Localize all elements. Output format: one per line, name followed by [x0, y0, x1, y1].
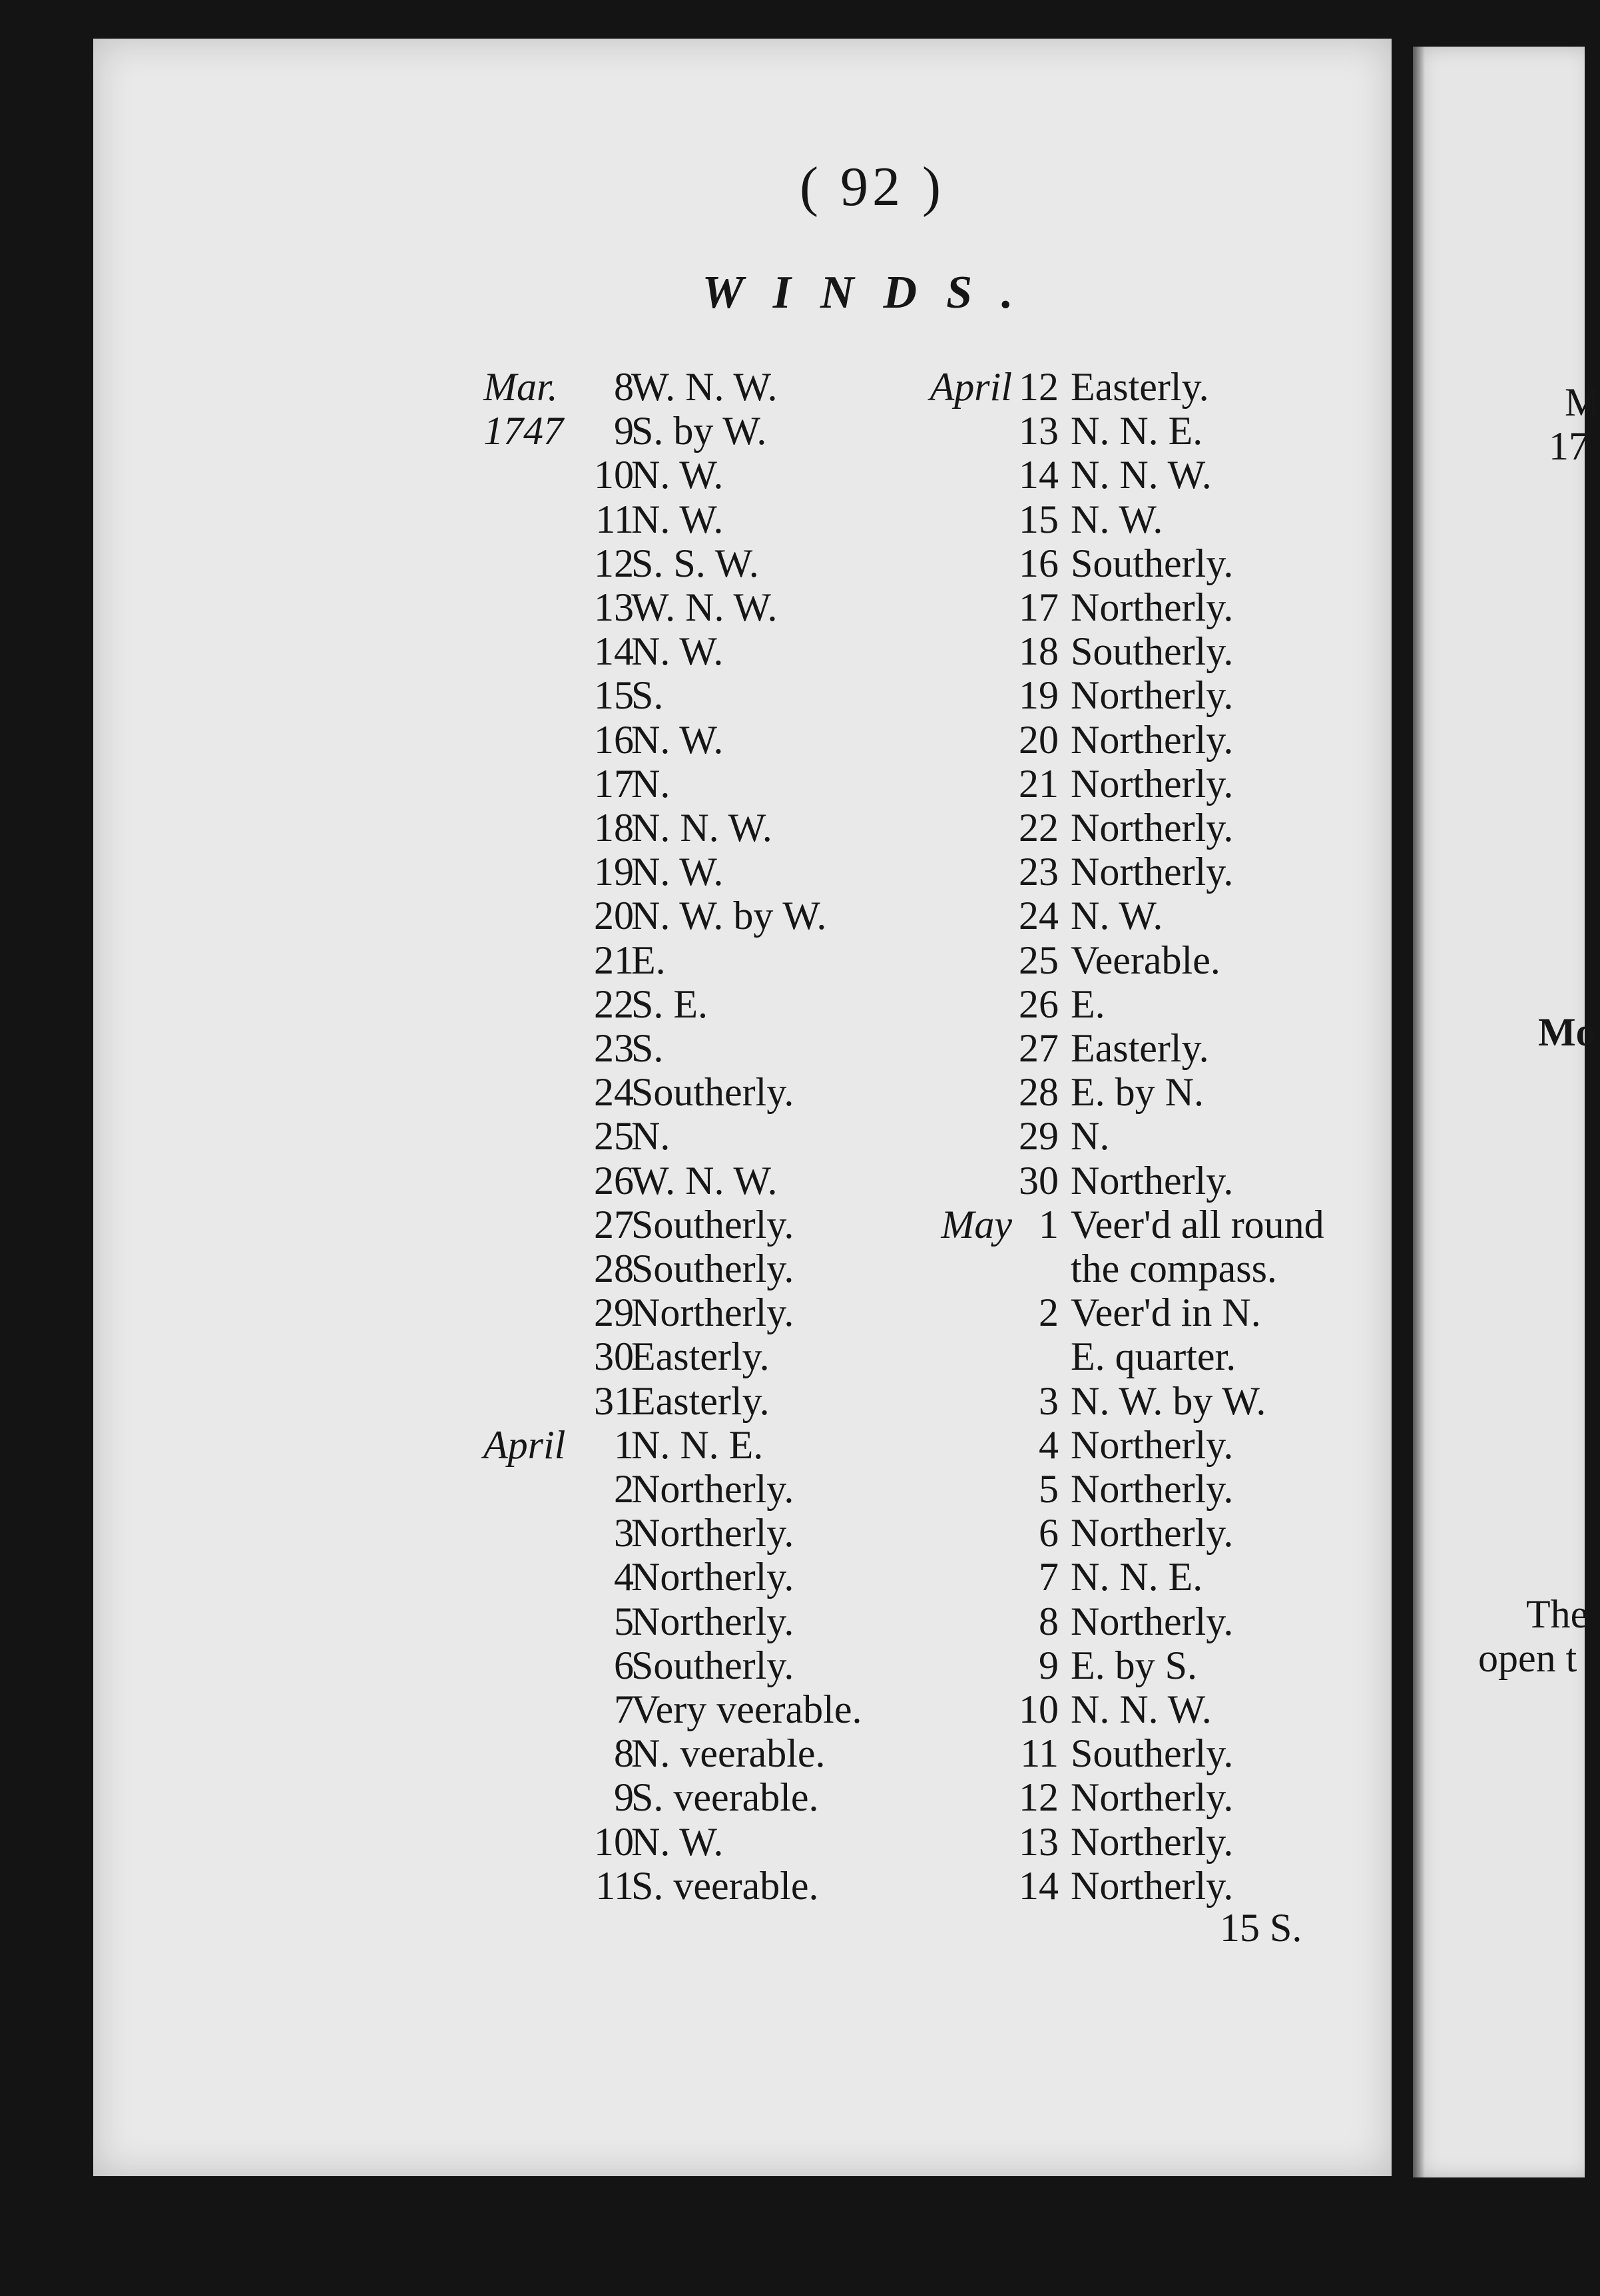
- right-wind-entry: Southerly.: [1071, 1731, 1234, 1775]
- left-wind-entry: Southerly.: [631, 1070, 794, 1114]
- right-day-number: 6: [1039, 1511, 1059, 1555]
- left-day-number: 30: [594, 1334, 634, 1378]
- left-day-number: 16: [594, 718, 634, 762]
- right-wind-entry: Northerly.: [1071, 1599, 1234, 1643]
- left-wind-entry: Southerly.: [631, 1643, 794, 1687]
- right-wind-entry: Veer'd in N.: [1071, 1291, 1261, 1334]
- right-day-number: 11: [1020, 1731, 1059, 1775]
- right-month-label: April: [930, 365, 1012, 409]
- left-wind-entry: N. veerable.: [631, 1731, 826, 1775]
- right-day-number: 17: [1019, 585, 1059, 629]
- right-wind-entry: Northerly.: [1071, 585, 1234, 629]
- left-day-number: 20: [594, 894, 634, 938]
- left-wind-entry: N. W.: [631, 629, 724, 673]
- right-day-number: 25: [1019, 938, 1059, 982]
- right-day-number: 18: [1019, 629, 1059, 673]
- left-wind-entry: Very veerable.: [631, 1687, 862, 1731]
- right-day-number: 19: [1019, 673, 1059, 717]
- left-day-number: 22: [594, 982, 634, 1026]
- left-day-number: 3: [614, 1511, 634, 1555]
- left-day-number: 21: [594, 938, 634, 982]
- right-wind-entry: Northerly.: [1071, 1467, 1234, 1511]
- right-day-number: 30: [1019, 1159, 1059, 1203]
- facing-fragment-1: M: [1565, 380, 1600, 424]
- right-day-number: 26: [1019, 982, 1059, 1026]
- left-day-number: 11: [595, 1864, 634, 1908]
- left-wind-entry: E.: [631, 938, 666, 982]
- right-wind-entry: Northerly.: [1071, 850, 1234, 894]
- facing-fragment-2: 17: [1549, 424, 1589, 468]
- left-day-number: 9: [614, 409, 634, 453]
- right-day-number: 14: [1019, 453, 1059, 497]
- left-day-number: 14: [594, 629, 634, 673]
- left-day-number: 9: [614, 1775, 634, 1819]
- left-day-number: 13: [594, 585, 634, 629]
- right-wind-entry: N. N. E.: [1071, 409, 1203, 453]
- left-wind-entry: N.: [631, 762, 670, 806]
- left-day-number: 10: [594, 453, 634, 497]
- right-wind-entry: N.: [1071, 1114, 1110, 1158]
- right-day-number: 13: [1019, 1820, 1059, 1864]
- right-day-number: 22: [1019, 806, 1059, 850]
- right-wind-entry: Northerly.: [1071, 1511, 1234, 1555]
- left-wind-entry: Northerly.: [631, 1511, 794, 1555]
- facing-fragment-4: The: [1526, 1592, 1589, 1636]
- right-day-number: 9: [1039, 1643, 1059, 1687]
- right-day-number: 7: [1039, 1555, 1059, 1599]
- left-wind-entry: Southerly.: [631, 1247, 794, 1291]
- facing-fragment-5: open t: [1478, 1636, 1577, 1680]
- left-wind-entry: N. W.: [631, 497, 724, 541]
- left-day-number: 1: [614, 1423, 634, 1467]
- right-wind-entry: Easterly.: [1071, 365, 1209, 409]
- right-day-number: 20: [1019, 718, 1059, 762]
- right-day-number: 29: [1019, 1114, 1059, 1158]
- right-day-number: 12: [1019, 365, 1059, 409]
- right-day-number: 13: [1019, 409, 1059, 453]
- right-wind-entry: Northerly.: [1071, 673, 1234, 717]
- right-wind-entry: Northerly.: [1071, 1159, 1234, 1203]
- left-day-number: 29: [594, 1291, 634, 1334]
- right-wind-entry: N. W. by W.: [1071, 1379, 1266, 1423]
- left-wind-entry: W. N. W.: [631, 585, 778, 629]
- right-wind-entry: Northerly.: [1071, 806, 1234, 850]
- right-wind-entry: Southerly.: [1071, 629, 1234, 673]
- left-day-number: 8: [614, 1731, 634, 1775]
- right-wind-entry: Northerly.: [1071, 762, 1234, 806]
- right-month-label: May: [941, 1203, 1012, 1247]
- left-day-number: 28: [594, 1247, 634, 1291]
- left-day-number: 19: [594, 850, 634, 894]
- right-wind-entry: E. by N.: [1071, 1070, 1204, 1114]
- right-day-number: 15: [1019, 497, 1059, 541]
- left-wind-entry: N.: [631, 1114, 670, 1158]
- right-wind-entry: N. N. W.: [1071, 453, 1212, 497]
- left-day-number: 18: [594, 806, 634, 850]
- left-day-number: 25: [594, 1114, 634, 1158]
- right-day-number: 10: [1019, 1687, 1059, 1731]
- right-day-number: 4: [1039, 1423, 1059, 1467]
- left-day-number: 27: [594, 1203, 634, 1247]
- left-wind-entry: S. veerable.: [631, 1864, 819, 1908]
- right-day-number: [991, 1247, 1059, 1291]
- left-wind-entry: N. W.: [631, 850, 724, 894]
- left-wind-entry: Southerly.: [631, 1203, 794, 1247]
- left-wind-entry: S. by W.: [631, 409, 767, 453]
- left-day-number: 17: [594, 762, 634, 806]
- right-wind-entry: Northerly.: [1071, 1820, 1234, 1864]
- left-month-label: April: [483, 1423, 566, 1467]
- right-day-number: 12: [1019, 1775, 1059, 1819]
- left-wind-entry: S.: [631, 673, 664, 717]
- right-wind-entry: the compass.: [1071, 1247, 1277, 1291]
- right-wind-entry: E.: [1071, 982, 1105, 1026]
- left-day-number: 23: [594, 1026, 634, 1070]
- left-wind-entry: N. W.: [631, 453, 724, 497]
- left-day-number: 12: [594, 541, 634, 585]
- left-wind-entry: W. N. W.: [631, 365, 778, 409]
- right-wind-entry: Northerly.: [1071, 1423, 1234, 1467]
- left-day-number: 10: [594, 1820, 634, 1864]
- right-wind-entry: N. W.: [1071, 894, 1163, 938]
- left-wind-entry: S.: [631, 1026, 664, 1070]
- left-wind-entry: N. W.: [631, 1820, 724, 1864]
- right-day-number: [991, 1334, 1059, 1378]
- catchword: 15 S.: [1220, 1906, 1302, 1950]
- facing-fragment-3: Mo: [1538, 1010, 1596, 1054]
- left-wind-entry: N. W.: [631, 718, 724, 762]
- right-day-number: 14: [1019, 1864, 1059, 1908]
- right-wind-entry: E. by S.: [1071, 1643, 1198, 1687]
- right-wind-entry: Veer'd all round: [1071, 1203, 1324, 1247]
- left-wind-entry: Northerly.: [631, 1599, 794, 1643]
- right-day-number: 16: [1019, 541, 1059, 585]
- gutter-shadow: [1413, 47, 1425, 2177]
- left-wind-entry: S. S. W.: [631, 541, 759, 585]
- page-title: WINDS.: [702, 267, 1043, 318]
- right-day-number: 2: [1039, 1291, 1059, 1334]
- left-wind-entry: S. veerable.: [631, 1775, 819, 1819]
- right-wind-entry: Easterly.: [1071, 1026, 1209, 1070]
- facing-page: [1413, 47, 1585, 2177]
- left-day-number: 2: [614, 1467, 634, 1511]
- right-day-number: 23: [1019, 850, 1059, 894]
- right-wind-entry: Northerly.: [1071, 1775, 1234, 1819]
- left-wind-entry: Northerly.: [631, 1467, 794, 1511]
- left-day-number: 5: [614, 1599, 634, 1643]
- right-day-number: 21: [1019, 762, 1059, 806]
- right-wind-entry: N. W.: [1071, 497, 1163, 541]
- left-day-number: 6: [614, 1643, 634, 1687]
- left-day-number: 4: [614, 1555, 634, 1599]
- left-day-number: 26: [594, 1159, 634, 1203]
- left-month-label: Mar.: [483, 365, 558, 409]
- right-day-number: 28: [1019, 1070, 1059, 1114]
- right-wind-entry: Northerly.: [1071, 718, 1234, 762]
- left-wind-entry: N. N. E.: [631, 1423, 764, 1467]
- left-day-number: 24: [594, 1070, 634, 1114]
- left-wind-entry: Easterly.: [631, 1379, 770, 1423]
- left-day-number: 31: [594, 1379, 634, 1423]
- left-month-label: 1747: [483, 409, 563, 453]
- left-wind-entry: N. N. W.: [631, 806, 772, 850]
- left-day-number: 8: [614, 365, 634, 409]
- right-day-number: 24: [1019, 894, 1059, 938]
- page-number: ( 92 ): [800, 156, 945, 218]
- right-wind-entry: N. N. W.: [1071, 1687, 1212, 1731]
- left-wind-entry: S. E.: [631, 982, 708, 1026]
- right-day-number: 1: [1039, 1203, 1059, 1247]
- right-day-number: 8: [1039, 1599, 1059, 1643]
- left-day-number: 11: [595, 497, 634, 541]
- right-wind-entry: Veerable.: [1071, 938, 1220, 982]
- left-wind-entry: W. N. W.: [631, 1159, 778, 1203]
- right-wind-entry: E. quarter.: [1071, 1334, 1236, 1378]
- right-day-number: 27: [1019, 1026, 1059, 1070]
- right-day-number: 3: [1039, 1379, 1059, 1423]
- left-day-number: 15: [594, 673, 634, 717]
- left-wind-entry: Northerly.: [631, 1555, 794, 1599]
- right-wind-entry: Northerly.: [1071, 1864, 1234, 1908]
- right-day-number: 5: [1039, 1467, 1059, 1511]
- left-wind-entry: N. W. by W.: [631, 894, 827, 938]
- left-wind-entry: Easterly.: [631, 1334, 770, 1378]
- left-day-number: 7: [614, 1687, 634, 1731]
- right-wind-entry: N. N. E.: [1071, 1555, 1203, 1599]
- left-wind-entry: Northerly.: [631, 1291, 794, 1334]
- right-wind-entry: Southerly.: [1071, 541, 1234, 585]
